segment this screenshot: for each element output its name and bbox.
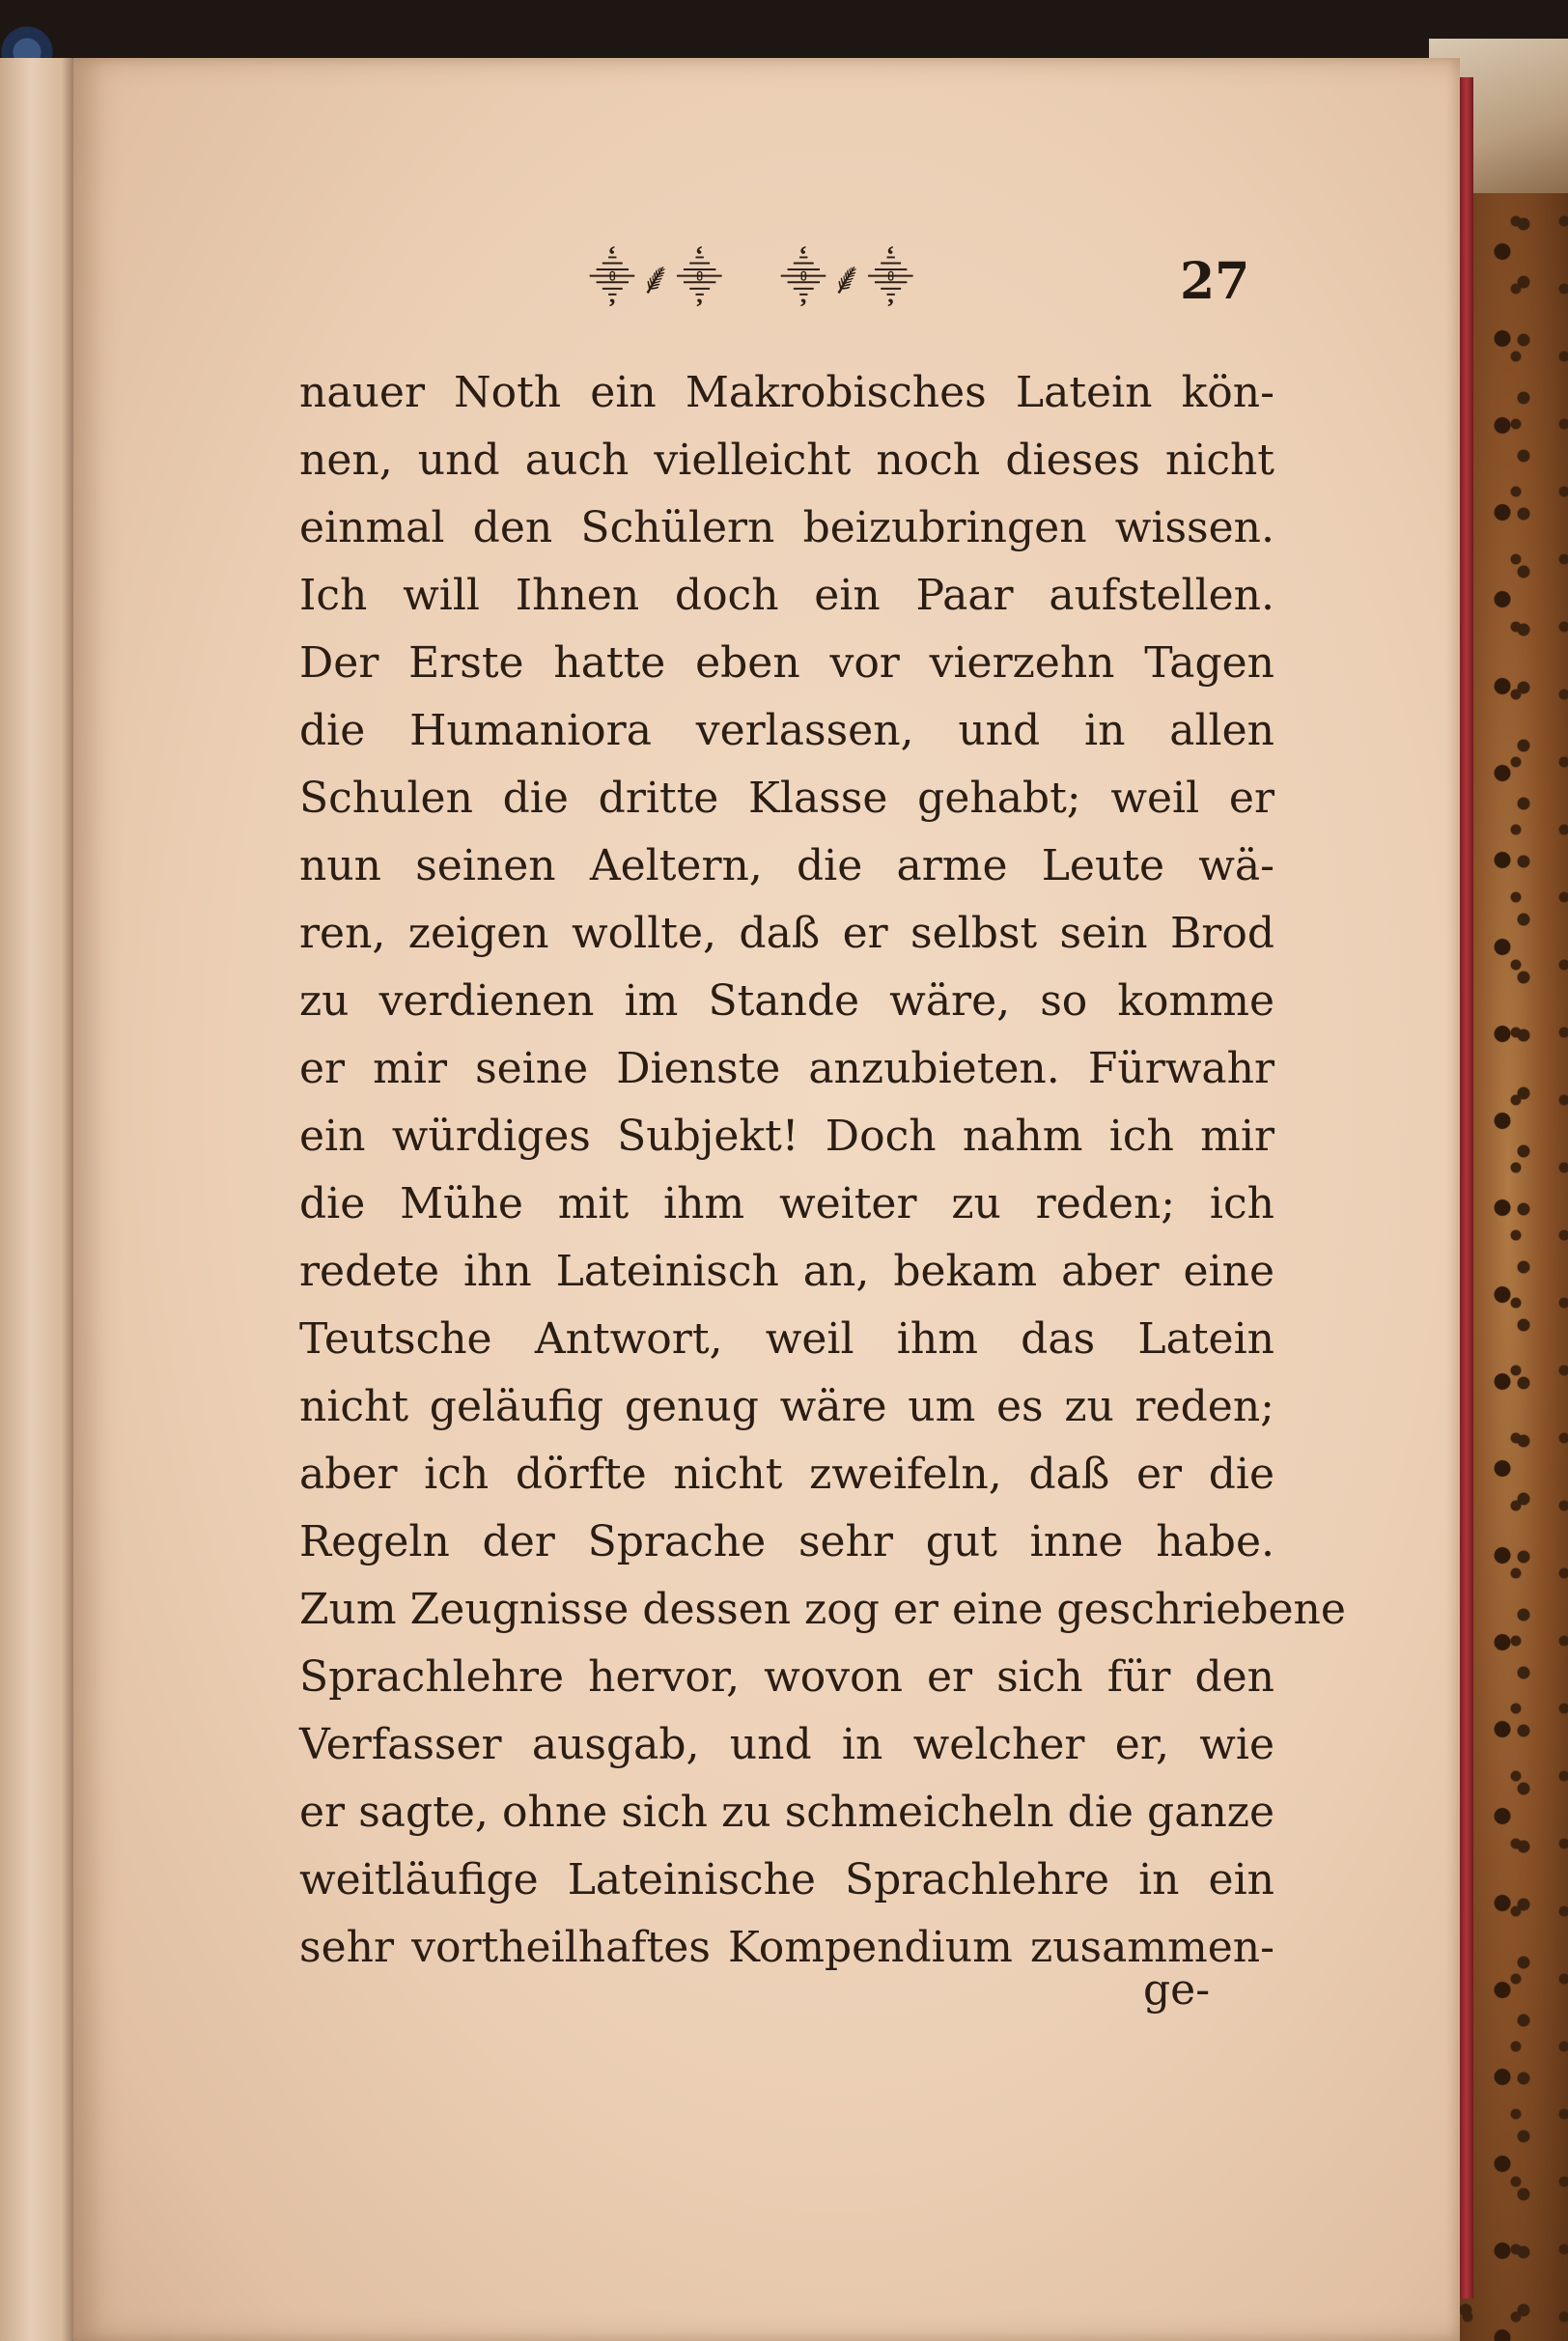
text-line: zu verdienen im Stande wäre, so komme — [299, 976, 1274, 1026]
text-line: weitläufige Lateinische Sprachlehre in ein — [299, 1855, 1274, 1904]
text-line: Teutsche Antwort, weil ihm das Latein — [299, 1314, 1274, 1364]
text-line: er mir seine Dienste anzubieten. Fürwahr — [299, 1044, 1274, 1093]
text-line: Schulen die dritte Klasse gehabt; weil er — [299, 774, 1274, 823]
text-line: nun seinen Aeltern, die arme Leute wä- — [299, 841, 1274, 890]
text-line: einmal den Schülern beizubringen wissen. — [299, 503, 1274, 552]
previous-page-edge — [0, 58, 77, 2341]
text-line: Der Erste hatte eben vor vierzehn Tagen — [299, 638, 1274, 688]
body-text — [299, 359, 1346, 1982]
text-line: aber ich dörfte nicht zweifeln, daß er die — [299, 1450, 1274, 1499]
text-line: die Mühe mit ihm weiter zu reden; ich — [299, 1179, 1274, 1228]
text-line: Verfasser ausgab, und in welcher er, wie — [299, 1720, 1274, 1769]
catchword: ge- — [1143, 1965, 1211, 2015]
text-line: nauer Noth ein Makrobisches Latein kön- — [299, 368, 1274, 417]
text-line: die Humaniora verlassen, und in allen — [299, 706, 1274, 755]
text-line: ren, zeigen wollte, daß er selbst sein Brod — [299, 909, 1274, 958]
text-line: nicht geläufig genug wäre um es zu reden; — [299, 1382, 1274, 1431]
page-number: 27 — [1180, 252, 1250, 311]
text-line: Zum Zeugnisse dessen zog er eine geschriebene — [299, 1585, 1346, 1634]
text-line: redete ihn Lateinisch an, bekam aber eine — [299, 1247, 1274, 1296]
text-line: er sagte, ohne sich zu schmeicheln die ganze — [299, 1788, 1274, 1837]
text-line: nen, und auch vielleicht noch dieses nicht — [299, 436, 1274, 485]
text-line: Regeln der Sprache sehr gut inne habe. — [299, 1517, 1274, 1566]
header-ornament-right: ⸎⸙⸎ — [780, 252, 918, 304]
text-line: sehr vortheilhaftes Kompendium zusammen- — [299, 1923, 1274, 1972]
text-line: ein würdiges Subjekt! Doch nahm ich mir — [299, 1112, 1274, 1161]
red-page-edge — [1460, 77, 1473, 2299]
header-ornament-left: ⸎⸙⸎ — [589, 252, 727, 304]
text-line: Ich will Ihnen doch ein Paar aufstellen. — [299, 571, 1274, 620]
text-line: Sprachlehre hervor, wovon er sich für den — [299, 1652, 1274, 1702]
